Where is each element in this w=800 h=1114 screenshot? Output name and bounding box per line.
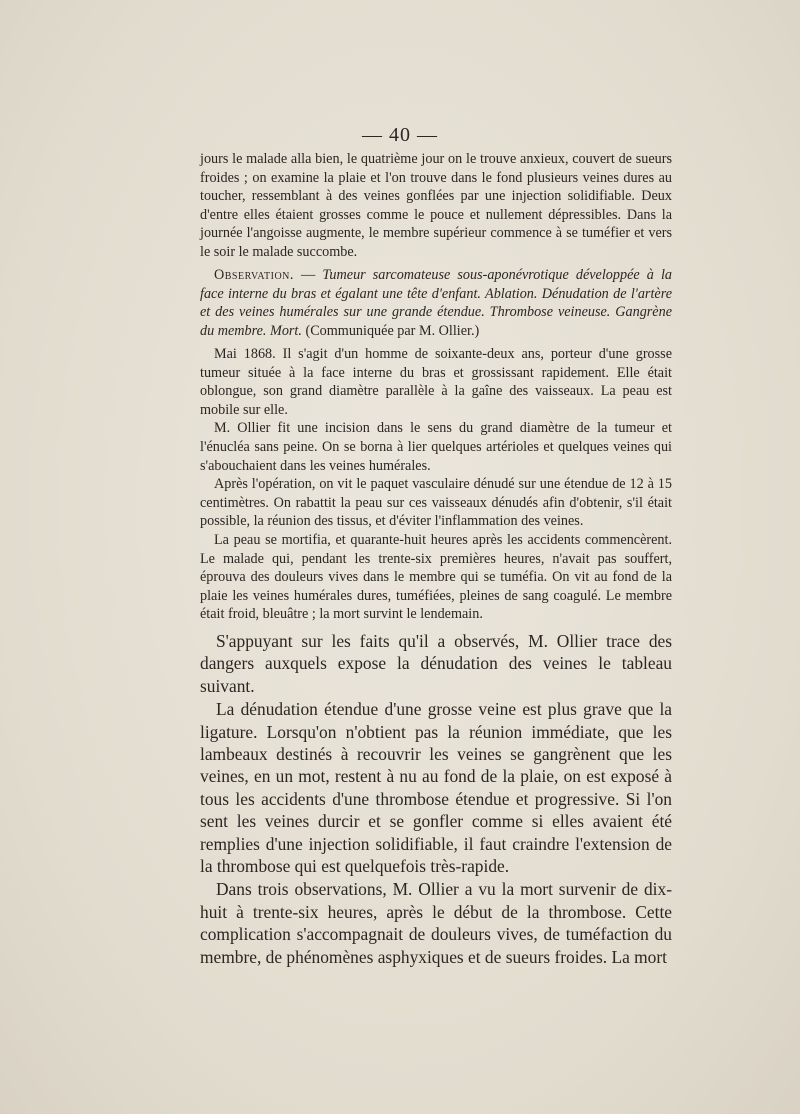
main-paragraph: Dans trois observations, M. Ollier a vu la mort survenir de dix-huit à trente-six heures, après le début de la thrombose. Cette complication s'accompagnait de douleurs vives, de tuméfaction du membre, de phénomènes asphyxiques et de sueurs froides. La mort <box>200 879 672 967</box>
observation-dash: — <box>293 267 323 283</box>
main-paragraph: S'appuyant sur les faits qu'il a observés, M. Ollier trace des dangers auxquels expose la dénudation des veines le tableau suivant. <box>200 631 672 696</box>
main-paragraph: La dénudation étendue d'une grosse veine est plus grave que la ligature. Lorsqu'on n'obtient pas la réunion immédiate, que les lambeaux destinés à recouvrir les veines se gangrènent que les veines, en un mot, restent à nu au fond de la plaie, on est exposé à tous les accidents d'une thrombose étendue et progressive. Si l'on sent les veines durcir et se gonfler comme si elles avaient été remplies d'une injection solidifiable, il faut craindre l'extension de la thrombose qui est quelquefois très-rapide. <box>200 699 672 877</box>
observation-paragraph: Mai 1868. Il s'agit d'un homme de soixante-deux ans, porteur d'une grosse tumeur située à la face interne du bras et grossissant rapidement. Elle était oblongue, son grand diamètre parallèle à la gaîne des vaisseaux. La peau est mobile sur elle. <box>200 346 672 418</box>
main-text <box>200 630 672 968</box>
intro-block <box>200 150 672 262</box>
observation-paragraph: M. Ollier fit une incision dans le sens du grand diamètre de la tumeur et l'énucléa sans peine. On se borna à lier quelques artérioles et quelques veines qui s'abouchaient dans les veines humérales. <box>200 420 672 474</box>
observation-heading <box>200 266 672 340</box>
observation-label: Observation. <box>214 267 294 283</box>
observation-body <box>200 345 672 624</box>
observation-paragraph: La peau se mortifia, et quarante-huit heures après les accidents commencèrent. Le malade qui, pendant les trente-six premières heures, n'avait pas souffert, éprouva des douleurs vives dans le membre qui se tuméfia. On vit au fond de la plaie les veines humérales dures, tuméfiées, pleines de sang coagulé. Le membre était froid, bleuâtre ; la mort survint le lendemain. <box>200 531 672 623</box>
page-number: — 40 — <box>362 124 438 146</box>
observation-attribution: (Communiquée par M. Ollier.) <box>301 322 480 339</box>
observation-heading-text <box>200 266 672 340</box>
observation-title: Tumeur sarcomateuse sous-aponévrotique développée à la face interne du bras et égalant une tête d'enfant. Ablation. Dénudation de l'artère et des veines humérales sur une grande étendue. Thrombose veineuse. Gangrène du membre. Mort. <box>200 267 672 339</box>
intro-paragraph: jours le malade alla bien, le quatrième jour on le trouve anxieux, couvert de sueurs froides ; on examine la plaie et l'on trouve dans le fond plusieurs veines dures au toucher, ressemblant à des veines gonflées par une injection solidifiable. Deux d'entre elles étaient grosses comme le pouce et nullement dépressibles. Dans la journée l'angoisse augmente, le membre supérieur commence à se tuméfier et vers le soir le malade succombe. <box>200 151 672 260</box>
observation-paragraph: Après l'opération, on vit le paquet vasculaire dénudé sur une étendue de 12 à 15 centimètres. On rabattit la peau sur ces vaisseaux dénudés afin d'obtenir, s'il était possible, la réunion des tissus, et d'éviter l'inflammation des veines. <box>200 476 672 530</box>
